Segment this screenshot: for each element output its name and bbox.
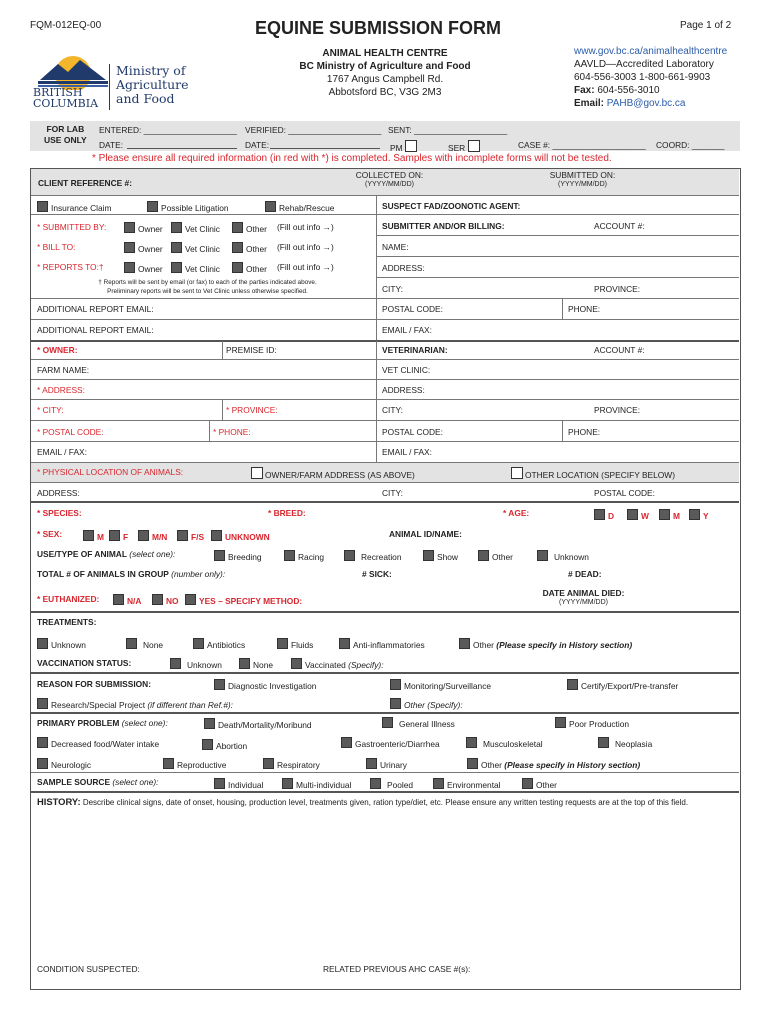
bc-sun-mountain-icon (38, 50, 108, 90)
age-unit-y-label: Y (703, 511, 709, 521)
problem-respiratory-label: Respiratory (277, 760, 320, 770)
condition-suspected-field[interactable]: CONDITION SUSPECTED: (37, 964, 140, 974)
date-died-field[interactable] (541, 588, 626, 608)
sex-m-label: M (97, 532, 104, 542)
additional-email-1[interactable]: ADDITIONAL REPORT EMAIL: (37, 304, 154, 314)
treat-none-label: None (143, 640, 164, 650)
problem-other[interactable] (467, 758, 640, 770)
client-reference-label: CLIENT REFERENCE #: (38, 178, 132, 188)
coord-field[interactable]: COORD: _______ (656, 140, 725, 150)
farm-name-field[interactable]: FARM NAME: (37, 365, 90, 375)
footnote-line2: Preliminary reports will be sent to Vet Clinic unless otherwise specified. (107, 288, 308, 295)
use-breeding[interactable] (214, 550, 262, 562)
reason-diagnostic-label: Diagnostic Investigation (228, 681, 317, 691)
problem-neoplasia-label: Neoplasia (615, 739, 653, 749)
case-number-field[interactable]: CASE #: ____________________ (518, 140, 646, 150)
problem-abortion[interactable] (202, 739, 247, 751)
sample-pooled-label: Pooled (387, 780, 414, 790)
logo-and-food: and Food (116, 91, 175, 106)
email-link[interactable]: PAHB@gov.bc.ca (606, 98, 686, 109)
problem-gastroenteric[interactable] (341, 737, 440, 749)
vacc-vaccinated-label: Vaccinated (305, 660, 346, 670)
species-field[interactable]: * SPECIES: (37, 508, 82, 518)
fill-out-note: (Fill out info →) (277, 262, 334, 272)
sample-multi-individual[interactable] (282, 778, 351, 790)
submitter-phone-field[interactable]: PHONE: (568, 304, 601, 314)
vet-address-field[interactable]: ADDRESS: (382, 385, 425, 395)
required-notice: * Please ensure all required information (in red with *) is completed. Samples with incomplete forms will not be tested. (92, 153, 612, 164)
owner-city-field[interactable]: * CITY: (37, 405, 64, 415)
fill-out-note: (Fill out info →) (277, 222, 334, 232)
sex-fs-label: F/S (191, 532, 205, 542)
use-recreation-label: Recreation (361, 552, 402, 562)
sample-source-hint: (select one): (112, 777, 159, 787)
history-description: Describe clinical signs, date of onset, housing, production level, treatments given, ration type/diet, etc. Please ensure any written testing requests are at the top of this field. (82, 798, 689, 807)
treat-unknown-label: Unknown (51, 640, 86, 650)
problem-gastroenteric-label: Gastroenteric/Diarrhea (355, 739, 440, 749)
ser-checkbox[interactable] (448, 140, 482, 153)
age-unit-w-label: W (641, 511, 649, 521)
euthanized-no[interactable] (152, 594, 179, 606)
owner-postal-field[interactable]: * POSTAL CODE: (37, 427, 104, 437)
primary-problem-text: PRIMARY PROBLEM (37, 718, 120, 728)
contact-block (574, 45, 727, 110)
use-racing-label: Racing (298, 552, 325, 562)
sick-count-field[interactable]: # SICK: (362, 569, 392, 579)
use-type-hint: (select one): (129, 549, 176, 559)
problem-neurologic-label: Neurologic (51, 760, 92, 770)
use-type-label (37, 549, 175, 559)
problem-death[interactable] (204, 718, 312, 730)
vacc-unknown[interactable] (170, 658, 222, 670)
possible-litigation-label: Possible Litigation (161, 203, 229, 213)
reason-certify-label: Certify/Export/Pre-transfer (581, 681, 679, 691)
owner-option: Owner (138, 264, 163, 274)
account-label: ACCOUNT #: (594, 221, 645, 231)
problem-decreased-intake[interactable] (37, 737, 159, 749)
treat-other[interactable] (459, 638, 632, 650)
vet-clinic-option: Vet Clinic (185, 264, 220, 274)
page-title: EQUINE SUBMISSION FORM (255, 18, 502, 38)
treat-anti-inflammatories[interactable] (339, 638, 425, 650)
sample-source-label (37, 777, 158, 787)
lab-date-label-1: DATE: (99, 140, 124, 150)
age-unit-m-label: M (673, 511, 680, 521)
reason-research-label: Research/Special Project (51, 700, 146, 710)
euthanized-yes[interactable] (185, 594, 302, 606)
treat-fluids-label: Fluids (291, 640, 314, 650)
rehab-rescue-label: Rehab/Rescue (279, 203, 335, 213)
reason-other-label: Other (Specify): (404, 700, 463, 710)
fill-out-note: (Fill out info →) (277, 242, 334, 252)
other-location-label: OTHER LOCATION (SPECIFY BELOW) (525, 470, 675, 480)
age-unit-d[interactable] (594, 509, 614, 521)
related-cases-field[interactable]: RELATED PREVIOUS AHC CASE #(s): (323, 964, 471, 974)
total-animals-hint: (number only): (171, 569, 226, 579)
sample-source-text: SAMPLE SOURCE (37, 777, 111, 787)
insurance-claim-checkbox[interactable] (37, 201, 112, 213)
sample-individual-label: Individual (228, 780, 264, 790)
vet-clinic-option: Vet Clinic (185, 224, 220, 234)
treat-antibiotics-label: Antibiotics (207, 640, 246, 650)
email-label: Email: (574, 98, 605, 109)
lab-use-line2: USE ONLY (44, 135, 87, 145)
reports-to-vet-clinic[interactable] (171, 262, 220, 274)
reason-other[interactable] (390, 698, 463, 710)
euthanized-na-label: N/A (127, 596, 142, 606)
reports-to-owner[interactable] (124, 262, 163, 274)
vaccination-label: VACCINATION STATUS: (37, 658, 132, 668)
age-field[interactable]: * AGE: (503, 508, 530, 518)
reports-to-label: * REPORTS TO:† (37, 262, 104, 272)
submitted-on-format: (YYYY/MM/DD) (558, 181, 607, 188)
use-unknown-label: Unknown (554, 552, 589, 562)
dead-count-field[interactable]: # DEAD: (568, 569, 602, 579)
submitter-postal-field[interactable]: POSTAL CODE: (382, 304, 443, 314)
animal-id-field[interactable]: ANIMAL ID/NAME: (389, 529, 462, 539)
logo-agriculture: Agriculture (116, 77, 189, 92)
treat-none[interactable] (126, 638, 163, 650)
location-city-field[interactable]: CITY: (382, 488, 403, 498)
ministry-line: BC Ministry of Agriculture and Food (299, 61, 471, 72)
treat-antibiotics[interactable] (193, 638, 245, 650)
address-line-2: Abbotsford BC, V3G 2M3 (328, 87, 442, 98)
additional-email-2[interactable]: ADDITIONAL REPORT EMAIL: (37, 325, 154, 335)
problem-respiratory[interactable] (263, 758, 320, 770)
owner-farm-address-checkbox[interactable] (251, 467, 415, 480)
age-unit-w[interactable] (627, 509, 649, 521)
treat-unknown[interactable] (37, 638, 86, 650)
lab-use-label (44, 124, 87, 146)
treat-fluids[interactable] (277, 638, 313, 650)
sex-fs[interactable] (177, 530, 204, 542)
sample-individual[interactable] (214, 778, 263, 790)
insurance-claim-label: Insurance Claim (51, 203, 112, 213)
possible-litigation-checkbox[interactable] (147, 201, 229, 213)
sample-other[interactable] (522, 778, 557, 790)
reason-monitoring[interactable] (390, 679, 491, 691)
bc-government-logo (33, 50, 189, 110)
submitted-on-label: SUBMITTED ON: (549, 170, 616, 180)
suspect-fad-label: SUSPECT FAD/ZOONOTIC AGENT: (382, 201, 521, 211)
primary-problem-label (37, 718, 168, 728)
problem-musculoskeletal-label: Musculoskeletal (483, 739, 543, 749)
premise-id-field[interactable]: PREMISE ID: (226, 345, 277, 355)
sex-unknown[interactable] (211, 530, 270, 542)
submitted-by-owner[interactable] (124, 222, 163, 234)
ser-label: SER (448, 143, 466, 153)
sample-other-label: Other (536, 780, 557, 790)
treat-other-note: (Please specify in History section) (496, 640, 633, 650)
reason-label: REASON FOR SUBMISSION: (37, 679, 151, 689)
use-recreation[interactable] (344, 550, 402, 562)
owner-farm-address-label: OWNER/FARM ADDRESS (AS ABOVE) (265, 470, 415, 480)
date-died-format: (YYYY/MM/DD) (559, 599, 608, 606)
sample-environmental-label: Environmental (447, 780, 501, 790)
submitter-name-field[interactable]: NAME: (382, 242, 409, 252)
location-postal-field[interactable]: POSTAL CODE: (594, 488, 655, 498)
sex-mn-label: M/N (152, 532, 168, 542)
form-code: FQM-012EQ-00 (30, 20, 102, 31)
use-show[interactable] (423, 550, 458, 562)
accreditation: AAVLD—Accredited Laboratory (574, 59, 714, 70)
problem-death-label: Death/Mortality/Moribund (218, 720, 312, 730)
vet-clinic-option: Vet Clinic (185, 244, 220, 254)
sex-m[interactable] (83, 530, 104, 542)
submitted-by-other[interactable] (232, 222, 267, 234)
history-header (37, 796, 688, 807)
other-location-checkbox[interactable] (511, 467, 675, 480)
vet-province-field[interactable]: PROVINCE: (594, 405, 641, 415)
entered-field[interactable]: ENTERED: ____________________ (99, 125, 237, 135)
fax-label: Fax: (574, 85, 595, 96)
problem-reproductive[interactable] (163, 758, 226, 770)
bill-to-label: * BILL TO: (37, 242, 76, 252)
logo-british: BRITISH (33, 86, 83, 99)
problem-neurologic[interactable] (37, 758, 91, 770)
treat-other-label: Other (473, 640, 494, 650)
problem-musculoskeletal[interactable] (466, 737, 543, 749)
euthanized-na[interactable] (113, 594, 141, 606)
vet-city-field[interactable]: CITY: (382, 405, 403, 415)
age-unit-m[interactable] (659, 509, 680, 521)
vet-email-fax-field[interactable]: EMAIL / FAX: (382, 447, 432, 457)
owner-phone-field[interactable]: * PHONE: (213, 427, 251, 437)
ser-box[interactable] (468, 140, 480, 152)
fax-value: 604-556-3010 (597, 85, 660, 96)
age-unit-d-label: D (608, 511, 615, 521)
website-link[interactable]: www.gov.bc.ca/animalhealthcentre (574, 46, 728, 57)
centre-name: ANIMAL HEALTH CENTRE (322, 48, 448, 59)
euthanized-label: * EUTHANIZED: (37, 594, 100, 604)
history-label: HISTORY: (37, 796, 81, 807)
use-racing[interactable] (284, 550, 324, 562)
collected-on-format: (YYYY/MM/DD) (365, 181, 414, 188)
verified-field[interactable]: VERIFIED: ____________________ (245, 125, 382, 135)
use-show-label: Show (437, 552, 458, 562)
total-animals-text: TOTAL # OF ANIMALS IN GROUP (37, 569, 169, 579)
problem-other-label: Other (481, 760, 502, 770)
reports-footnote (75, 278, 340, 296)
physical-location-label: * PHYSICAL LOCATION OF ANIMALS: (37, 467, 184, 477)
total-animals-field[interactable] (37, 569, 225, 579)
submitted-on[interactable] (545, 171, 620, 189)
submitter-address-field[interactable]: ADDRESS: (382, 263, 425, 273)
sent-field[interactable]: SENT: ____________________ (388, 125, 508, 135)
reason-research[interactable] (37, 698, 233, 710)
reason-certify[interactable] (567, 679, 678, 691)
use-breeding-label: Breeding (228, 552, 262, 562)
owner-email-fax-field[interactable]: EMAIL / FAX: (37, 447, 87, 457)
problem-urinary-label: Urinary (380, 760, 407, 770)
owner-label: * OWNER: (37, 345, 78, 355)
sex-f-label: F (123, 532, 129, 542)
pm-label: PM (390, 143, 403, 153)
location-address-field[interactable]: ADDRESS: (37, 488, 80, 498)
vacc-specify-hint: (Specify): (348, 660, 384, 670)
logo-columbia: COLUMBIA (33, 97, 99, 110)
treatments-label: TREATMENTS: (37, 617, 97, 627)
breed-field[interactable]: * BREED: (268, 508, 306, 518)
veterinarian-label: VETERINARIAN: (382, 345, 448, 355)
submitter-province-field[interactable]: PROVINCE: (594, 284, 641, 294)
phone-numbers: 604-556-3003 1-800-661-9903 (574, 72, 711, 83)
sex-label: * SEX: (37, 529, 63, 539)
sample-multi-individual-label: Multi-individual (296, 780, 352, 790)
other-option: Other (246, 224, 267, 234)
age-unit-y[interactable] (689, 509, 709, 521)
sex-f[interactable] (109, 530, 128, 542)
problem-urinary[interactable] (366, 758, 407, 770)
bill-to-owner[interactable] (124, 242, 163, 254)
sex-mn[interactable] (138, 530, 167, 542)
submitter-email-fax-field[interactable]: EMAIL / FAX: (382, 325, 432, 335)
reports-to-other[interactable] (232, 262, 267, 274)
submitted-by-vet-clinic[interactable] (171, 222, 220, 234)
address-line-1: 1767 Angus Campbell Rd. (326, 74, 444, 85)
owner-option: Owner (138, 244, 163, 254)
bill-to-vet-clinic[interactable] (171, 242, 220, 254)
collected-on[interactable] (352, 171, 427, 189)
vacc-vaccinated[interactable] (291, 658, 384, 670)
problem-general-illness-label: General Illness (399, 719, 455, 729)
owner-address-field[interactable]: * ADDRESS: (37, 385, 85, 395)
lab-date-label-2: DATE: (245, 140, 270, 150)
vacc-unknown-label: Unknown (187, 660, 222, 670)
rehab-rescue-checkbox[interactable] (265, 201, 334, 213)
owner-province-field[interactable]: * PROVINCE: (226, 405, 278, 415)
euthanized-no-label: NO (166, 596, 179, 606)
reason-research-note: (if different than Ref.#): (147, 700, 234, 710)
lab-use-line1: FOR LAB (46, 124, 85, 134)
page-number: Page 1 of 2 (680, 20, 732, 31)
treat-anti-inflammatories-label: Anti-inflammatories (353, 640, 425, 650)
sample-environmental[interactable] (433, 778, 501, 790)
problem-general-illness[interactable] (382, 717, 455, 729)
logo-ministry-of: Ministry of (116, 63, 186, 78)
owner-option: Owner (138, 224, 163, 234)
date-died-label: DATE ANIMAL DIED: (542, 588, 625, 598)
vet-account-field[interactable]: ACCOUNT #: (594, 345, 645, 355)
vet-phone-field[interactable]: PHONE: (568, 427, 601, 437)
problem-poor-production-label: Poor Production (569, 719, 630, 729)
other-option: Other (246, 244, 267, 254)
sample-pooled[interactable] (370, 778, 413, 790)
problem-abortion-label: Abortion (216, 741, 248, 751)
problem-poor-production[interactable] (555, 717, 629, 729)
submitter-billing-label: SUBMITTER AND/OR BILLING: (382, 221, 505, 231)
use-type-text: USE/TYPE OF ANIMAL (37, 549, 127, 559)
sex-unknown-label: UNKNOWN (225, 532, 270, 542)
submitted-by-label: * SUBMITTED BY: (37, 222, 107, 232)
problem-other-note: (Please specify in History section) (504, 760, 641, 770)
vet-clinic-field[interactable]: VET CLINIC: (382, 365, 431, 375)
euthanized-yes-label: YES – SPECIFY METHOD: (199, 596, 303, 606)
primary-problem-hint: (select one): (121, 718, 168, 728)
vet-postal-field[interactable]: POSTAL CODE: (382, 427, 443, 437)
reason-diagnostic[interactable] (214, 679, 316, 691)
vacc-none[interactable] (239, 658, 273, 670)
collected-on-label: COLLECTED ON: (355, 170, 424, 180)
problem-neoplasia[interactable] (598, 737, 652, 749)
use-unknown[interactable] (537, 550, 589, 562)
pm-checkbox[interactable] (390, 140, 419, 153)
use-other[interactable] (478, 550, 513, 562)
use-other-label: Other (492, 552, 513, 562)
other-option: Other (246, 264, 267, 274)
reason-monitoring-label: Monitoring/Surveillance (404, 681, 492, 691)
problem-reproductive-label: Reproductive (177, 760, 227, 770)
vacc-none-label: None (253, 660, 274, 670)
bill-to-other[interactable] (232, 242, 267, 254)
history-textarea[interactable] (32, 808, 737, 958)
pm-box[interactable] (405, 140, 417, 152)
submitter-city-field[interactable]: CITY: (382, 284, 403, 294)
problem-decreased-intake-label: Decreased food/Water intake (51, 739, 160, 749)
lab-address (290, 47, 480, 99)
footnote-line1: † Reports will be sent by email (or fax) to each of the parties indicated above. (98, 279, 317, 286)
